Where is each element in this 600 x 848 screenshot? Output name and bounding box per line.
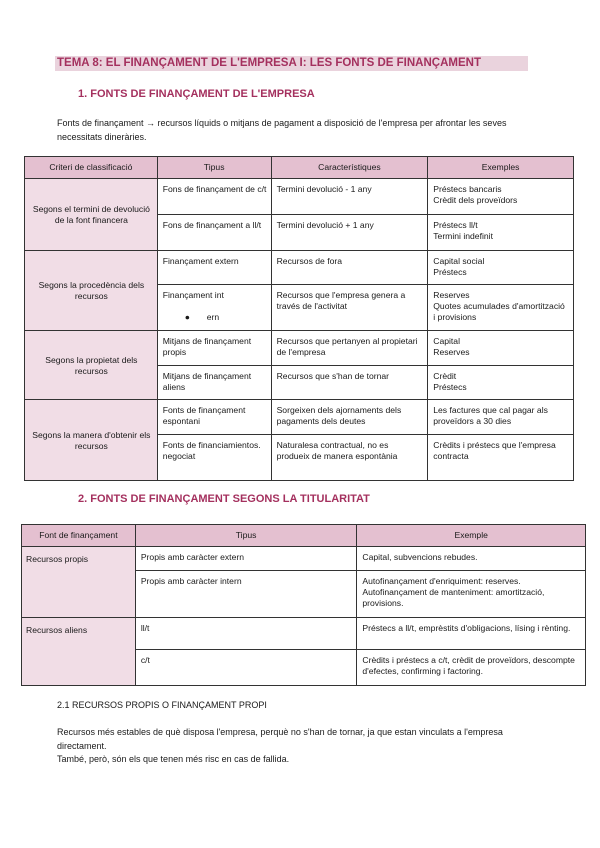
tipus-cell: Finançament extern (157, 251, 271, 285)
section-1-heading: 1. FONTS DE FINANÇAMENT DE L'EMPRESA (78, 88, 315, 100)
subsection-paragraph-1: Recursos més estables de què disposa l'empresa, perquè no s'han de tornar, ja que estan vinculats a l'empresa directament. (57, 727, 503, 751)
subsection-2-1-heading: 2.1 RECURSOS PROPIS O FINANÇAMENT PROPI (57, 700, 267, 710)
exemples-cell (428, 331, 574, 366)
exemple-line: Termini indefinit (433, 231, 493, 241)
section-2-heading: 2. FONTS DE FINANÇAMENT SEGONS LA TITULARITAT (78, 493, 370, 505)
exemple-line: Quotes acumulades d'amortització i provisions (433, 301, 565, 322)
exemple-line: Préstecs bancaris (433, 184, 502, 194)
header-exemple: Exemple (357, 525, 586, 547)
font-recursos-aliens: Recursos aliens (22, 618, 136, 686)
bullet-dot-icon: ● (184, 312, 190, 322)
exemple-line: Capital social (433, 256, 485, 266)
tipus-cell (157, 285, 271, 331)
exemple-cell: Capital, subvencions rebudes. (357, 547, 586, 571)
table-row (25, 179, 574, 215)
caracteristiques-cell: Recursos de fora (271, 251, 428, 285)
exemple-line: Crèdit dels proveïdors (433, 195, 518, 205)
exemple-line: Préstecs (433, 267, 467, 277)
header-tipus: Tipus (157, 157, 271, 179)
exemple-cell: Crèdits i préstecs a c/t, crèdit de proveïdors, descompte d'efectes, confirming i factoring. (357, 650, 586, 686)
exemples-cell (428, 366, 574, 400)
exemples-cell: Les factures que cal pagar als proveïdors a 30 dies (428, 400, 574, 435)
classification-table (24, 156, 574, 481)
tipus-cell: Fons de finançament a ll/t (157, 215, 271, 251)
tipus-text: Finançament int (162, 290, 224, 300)
titularitat-table (21, 524, 586, 686)
exemple-line: Crèdit (433, 371, 457, 381)
header-exemples: Exemples (428, 157, 574, 179)
tipus-cell: Propis amb caràcter intern (135, 571, 357, 618)
table-row (22, 547, 586, 571)
table-row (25, 251, 574, 285)
caracteristiques-cell: Naturalesa contractual, no es produeix de manera espontània (271, 435, 428, 481)
tipus-cell: Mitjans de finançament propis (157, 331, 271, 366)
exemples-cell (428, 285, 574, 331)
exemples-cell (428, 215, 574, 251)
tipus-cell: Mitjans de finançament aliens (157, 366, 271, 400)
exemple-cell (357, 571, 586, 618)
table-row (25, 331, 574, 366)
header-caracteristiques: Característiques (271, 157, 428, 179)
document-title: TEMA 8: EL FINANÇAMENT DE L'EMPRESA I: LES FONTS DE FINANÇAMENT (55, 56, 528, 71)
tipus-cell: Fonts de financiamientos. negociat (157, 435, 271, 481)
table-row (22, 618, 586, 650)
tipus-cell: ll/t (135, 618, 357, 650)
criterion-manera: Segons la manera d'obtenir els recursos (25, 400, 158, 481)
section-1-intro: Fonts de finançament → recursos líquids o mitjans de pagament a disposició de l'empresa per afrontar les seves necessitats dineràries. (57, 118, 507, 142)
exemple-line: Préstecs (433, 382, 467, 392)
font-recursos-propis: Recursos propis (22, 547, 136, 618)
tipus-cell: Fonts de finançament espontani (157, 400, 271, 435)
caracteristiques-cell: Termini devolució + 1 any (271, 215, 428, 251)
criterion-termini: Segons el termini de devolució de la font financera (25, 179, 158, 251)
caracteristiques-cell: Recursos que l'empresa genera a través de l'activitat (271, 285, 428, 331)
exemple-line: Autofinançament d'enriquiment: reserves. (362, 576, 521, 586)
exemples-cell (428, 251, 574, 285)
bullet-text: ern (206, 312, 220, 322)
tipus-cell: Propis amb caràcter extern (135, 547, 357, 571)
table-header-row (25, 157, 574, 179)
caracteristiques-cell: Recursos que s'han de tornar (271, 366, 428, 400)
exemple-cell: Préstecs a ll/t, emprèstits d'obligacions, lísing i rènting. (357, 618, 586, 650)
exemple-line: Reserves (433, 290, 470, 300)
caracteristiques-cell: Recursos que pertanyen al propietari de l'empresa (271, 331, 428, 366)
header-tipus: Tipus (135, 525, 357, 547)
caracteristiques-cell: Termini devolució - 1 any (271, 179, 428, 215)
table-row (25, 400, 574, 435)
table-header-row (22, 525, 586, 547)
exemple-line: Reserves (433, 347, 470, 357)
exemple-line: Préstecs ll/t (433, 220, 478, 230)
criterion-propietat: Segons la propietat dels recursos (25, 331, 158, 400)
tipus-cell: Fons de finançament de c/t (157, 179, 271, 215)
exemple-line: Autofinançament de manteniment: amortització, provisions. (362, 587, 545, 608)
subsection-paragraph-2: També, però, són els que tenen més risc en cas de fallida. (57, 754, 290, 764)
bullet-line (163, 312, 267, 323)
exemples-cell (428, 179, 574, 215)
exemples-cell: Crèdits i préstecs que l'empresa contracta (428, 435, 574, 481)
tipus-cell: c/t (135, 650, 357, 686)
criterion-procedencia: Segons la procedència dels recursos (25, 251, 158, 331)
header-font: Font de finançament (22, 525, 136, 547)
caracteristiques-cell: Sorgeixen dels ajornaments dels pagaments dels deutes (271, 400, 428, 435)
exemple-line: Capital (433, 336, 461, 346)
header-criteri: Criteri de classificació (25, 157, 158, 179)
